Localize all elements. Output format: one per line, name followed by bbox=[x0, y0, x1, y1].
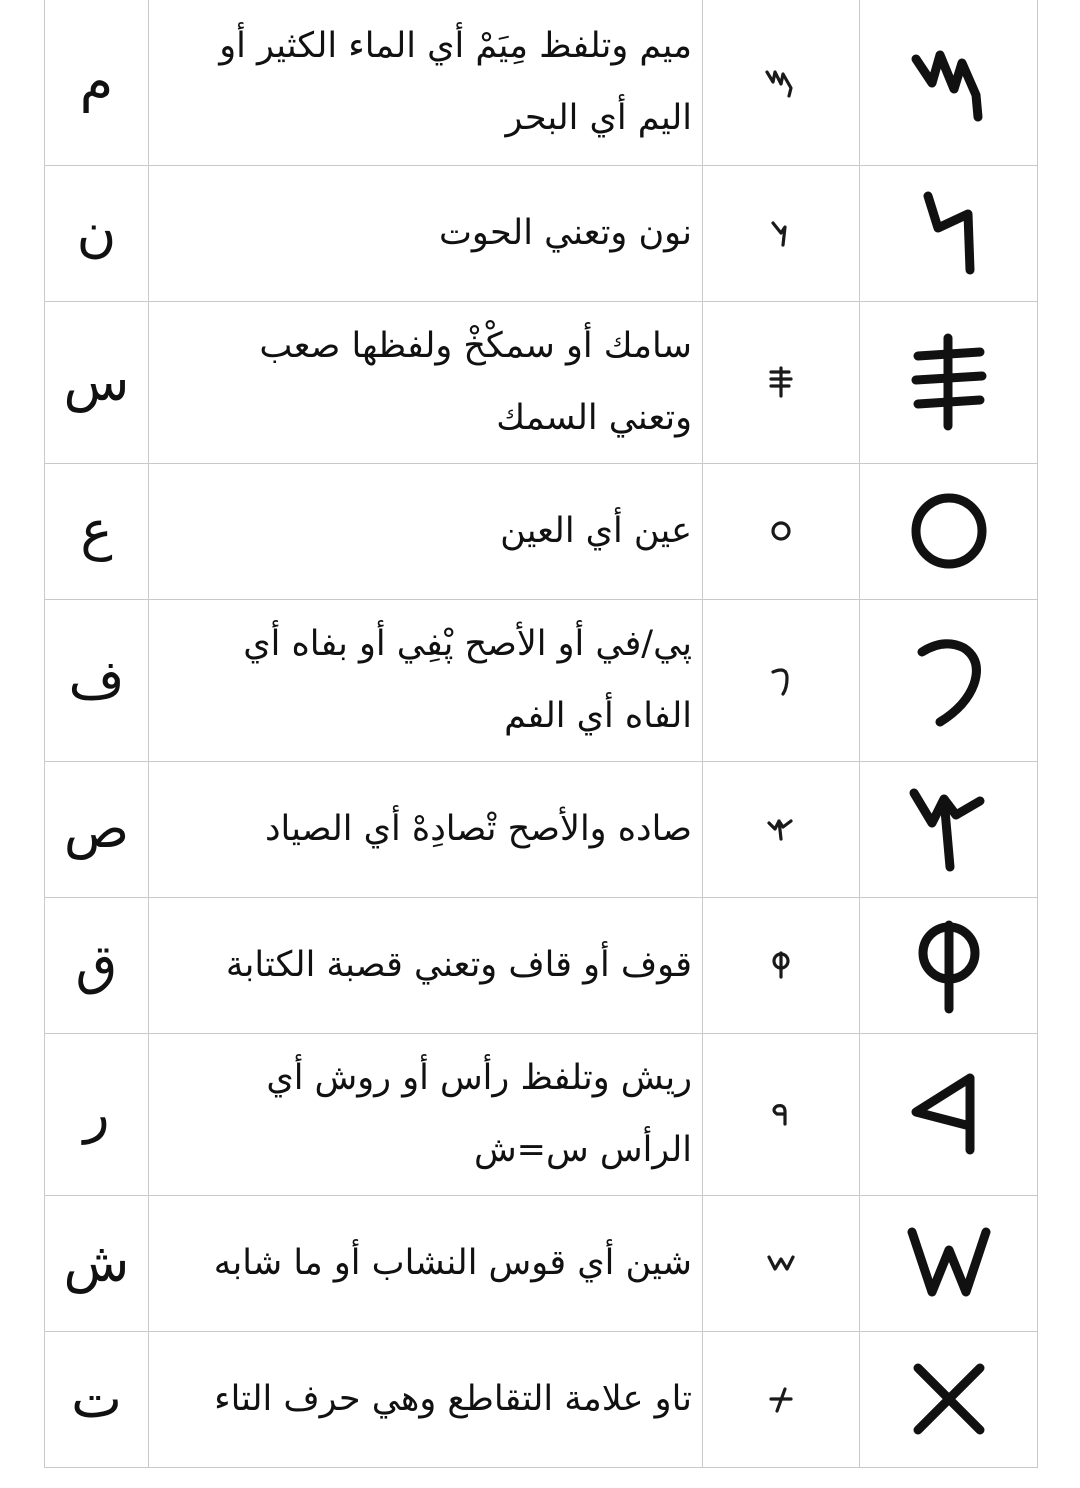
mem-phoenician-icon bbox=[860, 0, 1038, 165]
sade-phoenician-icon bbox=[860, 761, 1038, 897]
arabic-letter: م bbox=[45, 0, 149, 165]
arabic-letter: ر bbox=[45, 1033, 149, 1195]
table-row bbox=[45, 463, 1038, 599]
pe-phoenician-icon bbox=[860, 599, 1038, 761]
letter-description: ميم وتلفظ مِيَمْ أي الماء الكثير أو اليم أي البحر bbox=[149, 0, 703, 165]
letter-description: سامك أو سمكْخْ ولفظها صعب وتعني السمك bbox=[149, 301, 703, 463]
arabic-letter: ع bbox=[45, 463, 149, 599]
letter-description: پي/في أو الأصح پْفِي أو بفاه أي الفاه أي الفم bbox=[149, 599, 703, 761]
ayin-phoenician-icon bbox=[860, 463, 1038, 599]
samekh-phoenician-icon bbox=[860, 301, 1038, 463]
arabic-letter: س bbox=[45, 301, 149, 463]
arabic-letter: ن bbox=[45, 165, 149, 301]
table-row bbox=[45, 897, 1038, 1033]
mem-cursive-icon bbox=[703, 0, 860, 165]
table-row bbox=[45, 1331, 1038, 1467]
arabic-letter: ش bbox=[45, 1195, 149, 1331]
shin-phoenician-icon bbox=[860, 1195, 1038, 1331]
letter-description: صاده والأصح تْصادِهْ أي الصياد bbox=[149, 761, 703, 897]
table-row bbox=[45, 1033, 1038, 1195]
table-row bbox=[45, 301, 1038, 463]
shin-cursive-icon bbox=[703, 1195, 860, 1331]
table-row bbox=[45, 1195, 1038, 1331]
letter-description: عين أي العين bbox=[149, 463, 703, 599]
qof-phoenician-icon bbox=[860, 897, 1038, 1033]
qof-cursive-icon bbox=[703, 897, 860, 1033]
table-row bbox=[45, 165, 1038, 301]
samekh-cursive-icon bbox=[703, 301, 860, 463]
letter-description: قوف أو قاف وتعني قصبة الكتابة bbox=[149, 897, 703, 1033]
arabic-letter: ت bbox=[45, 1331, 149, 1467]
taw-phoenician-icon bbox=[860, 1331, 1038, 1467]
letter-description: شين أي قوس النشاب أو ما شابه bbox=[149, 1195, 703, 1331]
letter-description: ريش وتلفظ رأس أو روش أي الرأس س=ش bbox=[149, 1033, 703, 1195]
table-row bbox=[45, 599, 1038, 761]
arabic-letter: ص bbox=[45, 761, 149, 897]
pe-cursive-icon bbox=[703, 599, 860, 761]
taw-cursive-icon bbox=[703, 1331, 860, 1467]
nun-phoenician-icon bbox=[860, 165, 1038, 301]
arabic-letter: ق bbox=[45, 897, 149, 1033]
ayin-cursive-icon bbox=[703, 463, 860, 599]
letter-description: نون وتعني الحوت bbox=[149, 165, 703, 301]
table-row bbox=[45, 0, 1038, 165]
sade-cursive-icon bbox=[703, 761, 860, 897]
resh-phoenician-icon bbox=[860, 1033, 1038, 1195]
resh-cursive-icon bbox=[703, 1033, 860, 1195]
alphabet-table bbox=[44, 0, 1038, 1468]
letter-description: تاو علامة التقاطع وهي حرف التاء bbox=[149, 1331, 703, 1467]
table-row bbox=[45, 761, 1038, 897]
arabic-letter: ف bbox=[45, 599, 149, 761]
nun-cursive-icon bbox=[703, 165, 860, 301]
